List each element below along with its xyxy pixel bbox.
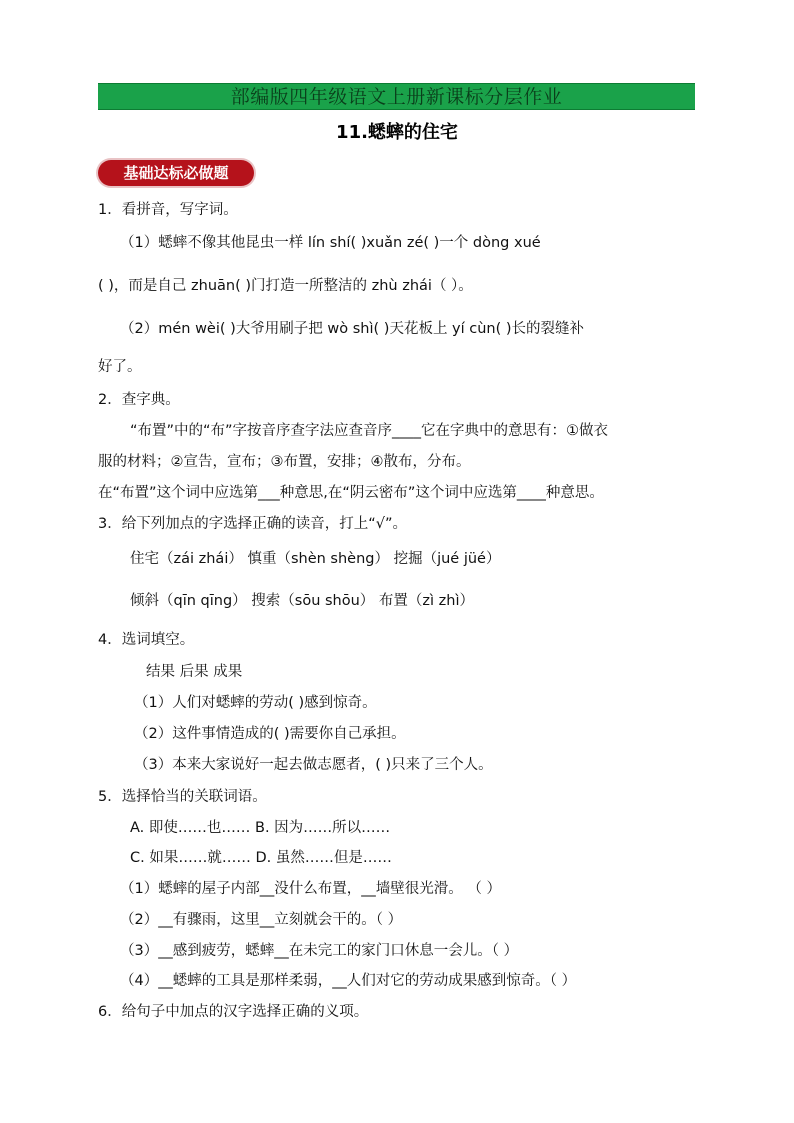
q2-line-2: 服的材料；②宣告，宣布；③布置，安排；④散布，分布。 [98,454,471,470]
header-banner [98,83,695,110]
q5-item-2: （2）__有骤雨，这里__立刻就会干的。（ ） [120,912,403,928]
q5-options-row-1: A. 即使……也…… B. 因为……所以…… [130,820,391,836]
banner-title: 部编版四年级语文上册新课标分层作业 [230,86,563,108]
q2-line-1: “布置”中的“布”字按音序查字法应查音序____它在字典中的意思有：①做衣 [130,423,609,439]
q1-line-2: ( )，而是自己 zhuān( )门打造一所整洁的 zhù zhái（ ）。 [98,278,473,294]
q5-item-3: （3）__感到疲劳，蟋蟀__在未完工的家门口休息一会儿。（ ） [120,943,519,959]
q3-heading: 3．给下列加点的字选择正确的读音，打上“√”。 [98,516,407,532]
q3-line-2: 倾斜（qīn qīng） 搜索（sōu shōu） 布置（zì zhì） [130,593,474,609]
q1-heading: 1．看拼音，写字词。 [98,202,238,218]
q4-item-3: （3）本来大家说好一起去做志愿者，( )只来了三个人。 [134,757,493,773]
q5-heading: 5．选择恰当的关联词语。 [98,789,267,805]
q4-heading: 4．选词填空。 [98,632,195,648]
q4-item-1: （1）人们对蟋蟀的劳动( )感到惊奇。 [134,695,377,711]
q1-line-4: 好了。 [98,359,142,375]
q1-line-3: （2）mén wèi( )大爷用刷子把 wò shì( )天花板上 yí cùn( )长的裂缝补 [120,321,585,337]
q5-options-row-2: C. 如果……就…… D. 虽然……但是…… [130,850,392,866]
q2-line-3: 在“布置”这个词中应选第___种意思,在“阴云密布”这个词中应选第____种意思。 [98,485,604,501]
lesson-title: 11.蟋蟀的住宅 [336,122,458,143]
section-badge: 基础达标必做题 [98,160,254,186]
q6-heading: 6．给句子中加点的汉字选择正确的义项。 [98,1004,369,1020]
q4-item-2: （2）这件事情造成的( )需要你自己承担。 [134,726,406,742]
q1-line-1: （1）蟋蟀不像其他昆虫一样 lín shí( )xuǎn zé( )一个 dòng xué [120,235,541,251]
q5-item-4: （4）__蟋蟀的工具是那样柔弱，__人们对它的劳动成果感到惊奇。（ ） [120,973,577,989]
q5-item-1: （1）蟋蟀的屋子内部__没什么布置，__墙壁很光滑。 （ ） [120,881,501,897]
q2-heading: 2．查字典。 [98,392,180,408]
q4-word-options: 结果 后果 成果 [146,664,243,680]
q3-line-1: 住宅（zái zhái） 慎重（shèn shèng） 挖掘（jué jüé） [130,551,501,567]
